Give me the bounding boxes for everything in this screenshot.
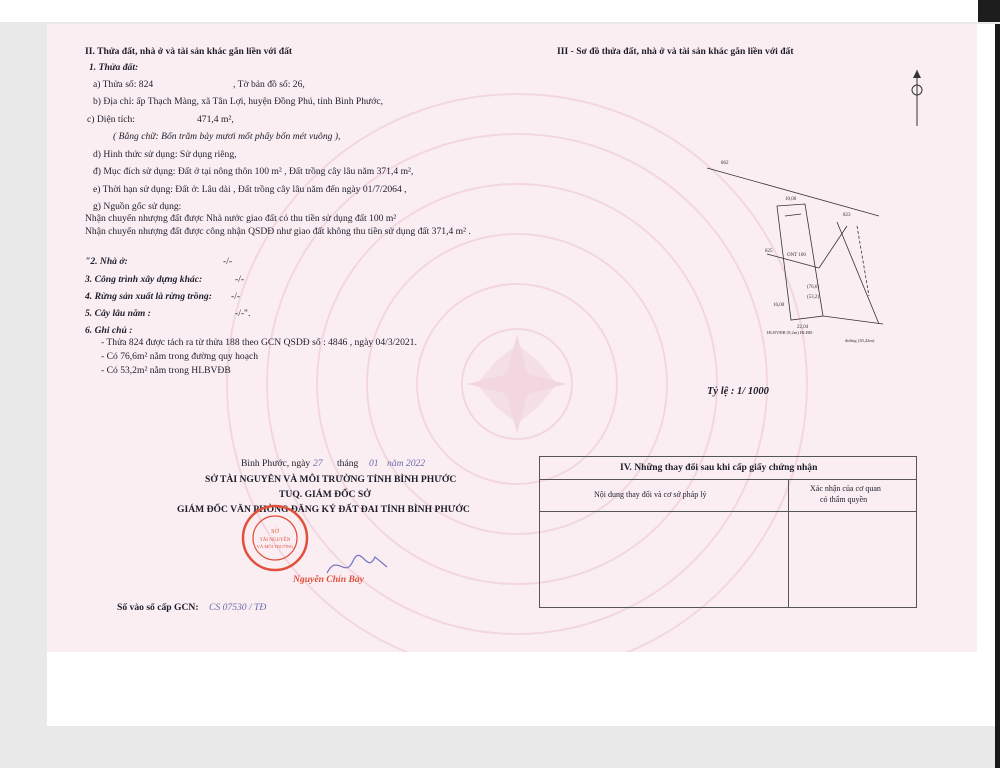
viewer-top-bar [0, 0, 1000, 22]
safety-corridor-label: HLBVĐB (9,2m) HLĐĐ [767, 330, 813, 335]
signing-day: 27 [313, 458, 323, 469]
signer-name: Nguyễn Chín Bảy [293, 574, 364, 585]
register-label: Số vào sổ cấp GCN: [117, 602, 199, 613]
note-1: - Thửa 824 được tách ra từ thửa 188 theo GCN QSDĐ số : 4846 , ngày 04/3/2021. [101, 337, 417, 348]
certificate-page [47, 24, 977, 652]
parcel-sketch [647, 156, 887, 346]
usage-purpose: đ) Mục đích sử dụng: Đất ở tại nông thôn 100 m² , Đất trồng cây lâu năm 371,4 m², [93, 166, 414, 177]
land-title: 1. Thửa đất: [89, 62, 139, 73]
viewer-corner [978, 0, 1000, 22]
signing-year: năm 2022 [387, 458, 426, 469]
north-arrow-icon [909, 68, 925, 128]
map-scale: Tỷ lệ : 1/ 1000 [707, 386, 769, 397]
house-label: "2. Nhà ở: [85, 256, 128, 267]
changes-table-columns [540, 479, 916, 512]
address: b) Địa chỉ: ấp Thạch Màng, xã Tân Lợi, huyện Đồng Phú, tỉnh Bình Phước, [93, 96, 383, 107]
forest-label: 4. Rừng sản xuất là rừng trồng: [85, 291, 212, 302]
note-3: - Có 53,2m² nằm trong HLBVĐB [101, 365, 231, 376]
origin-line-1: Nhận chuyển nhượng đất được Nhà nước giao đất có thu tiền sử dụng đất 100 m² [85, 213, 397, 224]
parcel-number: a) Thửa số: 824 [93, 79, 154, 90]
signing-month: 01 [369, 458, 379, 469]
trees-label: 5. Cây lâu năm : [85, 308, 151, 319]
construction-value: -/- [235, 274, 245, 285]
usage-origin: g) Nguồn gốc sử dụng: [93, 201, 182, 212]
neighbor-823-label: 823 [843, 213, 851, 218]
forest-value: -/- [231, 291, 241, 302]
column-confirmation-line-2: có thẩm quyền [820, 495, 868, 504]
svg-text:TÀI NGUYÊN: TÀI NGUYÊN [259, 538, 291, 543]
changes-table [539, 456, 917, 608]
director-title: GIÁM ĐỐC VĂN PHÒNG ĐĂNG KÝ ĐẤT ĐAI TỈNH BÌNH PHƯỚC [177, 504, 470, 515]
road-label: đường (30,42m) [845, 338, 875, 343]
on-behalf-title: TUQ. GIÁM ĐỐC SỞ [279, 489, 371, 500]
neighbor-862-label: 862 [721, 161, 729, 166]
usage-form: d) Hình thức sử dụng: Sử dụng riêng, [93, 149, 237, 160]
house-value: -/- [223, 256, 233, 267]
signing-place: Bình Phước, ngày [241, 458, 311, 469]
dim-bottom: 22,04 [797, 325, 809, 330]
svg-text:SỞ: SỞ [271, 529, 279, 535]
column-change-content: Nội dung thay đổi và cơ sở pháp lý [594, 490, 707, 499]
usage-duration: e) Thời hạn sử dụng: Đất ở: Lâu dài , Đất trồng cây lâu năm đến ngày 01/7/2064 , [93, 184, 407, 195]
changes-table-title: IV. Những thay đổi sau khi cấp giấy chứng nhận [620, 462, 818, 473]
issuing-department: SỞ TÀI NGUYÊN VÀ MÔI TRƯỜNG TỈNH BÌNH PHƯỚC [205, 474, 457, 485]
construction-label: 3. Công trình xây dựng khác: [85, 274, 203, 285]
dim-top: 10,00 [785, 197, 797, 202]
notes-label: 6. Ghi chú : [85, 325, 133, 336]
column-confirmation-line-1: Xác nhận của cơ quan [810, 484, 881, 493]
neighbor-825-label: 825 [765, 249, 773, 254]
register-number: CS 07530 / TĐ [209, 602, 267, 613]
dim-side: 16,00 [773, 303, 785, 308]
svg-text:VÀ MÔI TRƯỜNG: VÀ MÔI TRƯỜNG [256, 544, 294, 549]
area-safety-zone: (53,2) [807, 295, 820, 300]
trees-value: -/-". [235, 308, 251, 319]
note-2: - Có 76,6m² nằm trong đường quy hoạch [101, 351, 259, 362]
origin-line-2: Nhận chuyển nhượng đất được công nhận QSDĐ như giao đất không thu tiền sử dụng đất 371,4 m² . [85, 226, 471, 237]
area-planned-road: (76,6) [807, 285, 820, 290]
signing-month-label: tháng [337, 458, 359, 469]
official-seal [240, 503, 310, 573]
viewer-edge [995, 24, 1000, 768]
section-3-heading: III - Sơ đồ thửa đất, nhà ở và tài sản khác gắn liền với đất [557, 46, 794, 57]
section-2-heading: II. Thửa đất, nhà ở và tài sản khác gắn liền với đất [85, 46, 293, 57]
changes-table-divider [788, 479, 789, 607]
changes-table-header [540, 457, 916, 480]
map-sheet-number: , Tờ bản đồ số: 26, [233, 79, 305, 90]
area-in-words: ( Bằng chữ: Bốn trăm bảy mươi mốt phẩy bốn mét vuông ), [113, 131, 341, 142]
ont-label: ONT 100 [787, 253, 806, 258]
area-label: c) Diện tích: [87, 114, 135, 125]
area-value: 471,4 m², [197, 114, 234, 125]
document-page [47, 24, 977, 726]
